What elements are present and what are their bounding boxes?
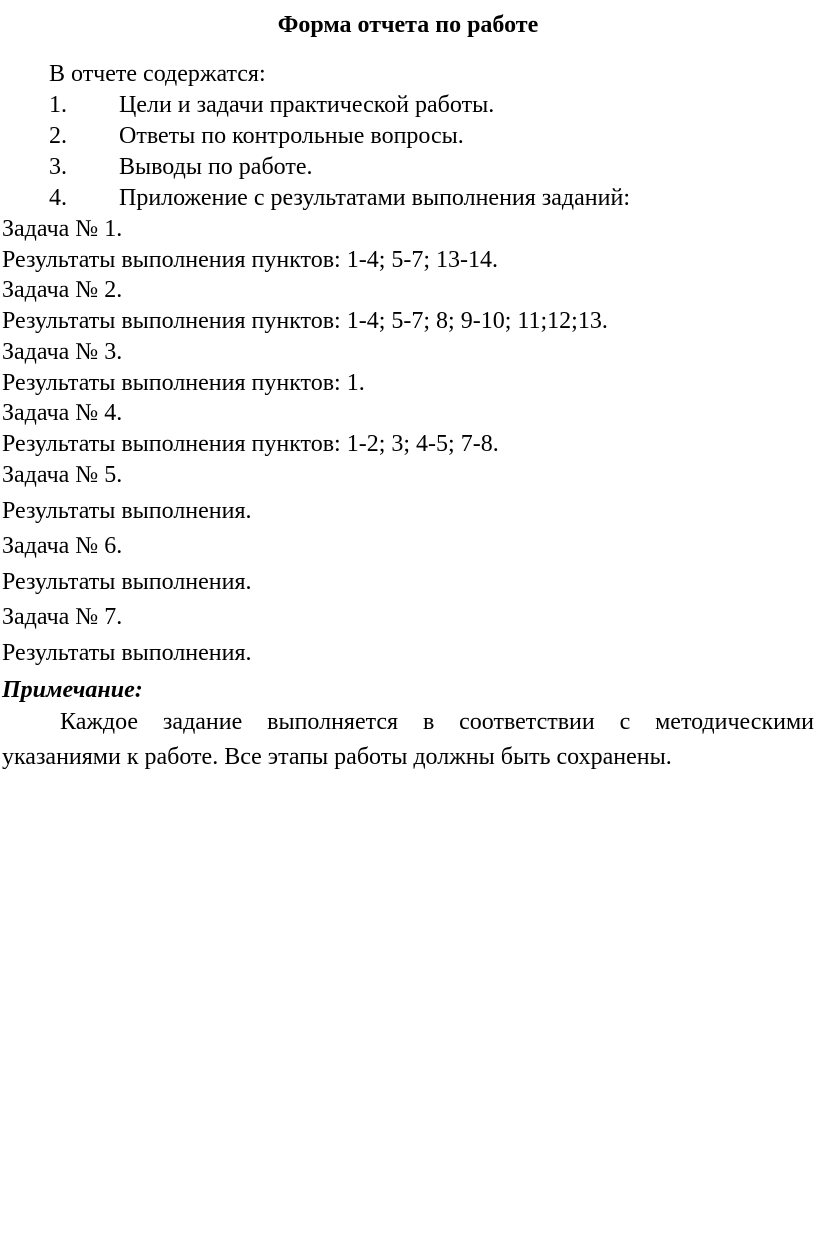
- list-item: [49, 152, 809, 183]
- note-heading: Примечание:: [2, 677, 143, 703]
- list-item-text: Приложение с результатами выполнения заданий:: [119, 185, 630, 211]
- task-result: Результаты выполнения.: [2, 569, 252, 595]
- task-block-2: [2, 275, 814, 337]
- list-item-number: 3.: [49, 154, 67, 180]
- task-block-5: [2, 460, 814, 527]
- list-item: [49, 90, 809, 121]
- task-heading: Задача № 5.: [2, 462, 123, 488]
- intro-text: В отчете содержатся:: [49, 61, 266, 87]
- list-item-number: 2.: [49, 123, 67, 149]
- task-heading: Задача № 2.: [2, 277, 123, 303]
- list-item-text: Цели и задачи практической работы.: [119, 92, 495, 118]
- task-result: Результаты выполнения пунктов: 1-4; 5-7; 13-14.: [2, 247, 499, 273]
- task-block-4: [2, 398, 814, 460]
- list-item-number: 4.: [49, 185, 67, 211]
- list-item-text: Выводы по работе.: [119, 154, 313, 180]
- task-heading: Задача № 1.: [2, 216, 123, 242]
- task-block-7: [2, 602, 814, 669]
- task-heading: Задача № 6.: [2, 533, 123, 559]
- task-result: Результаты выполнения пунктов: 1-2; 3; 4-5; 7-8.: [2, 431, 499, 457]
- task-heading: Задача № 3.: [2, 339, 123, 365]
- page-title: Форма отчета по работе: [277, 12, 539, 38]
- task-block-1: [2, 214, 814, 276]
- list-item-number: 1.: [49, 92, 67, 118]
- contents-list: [49, 90, 809, 214]
- task-block-3: [2, 337, 814, 399]
- task-result: Результаты выполнения.: [2, 640, 252, 666]
- task-result: Результаты выполнения пунктов: 1.: [2, 370, 365, 396]
- list-item: [49, 183, 809, 214]
- note-paragraph: Каждое задание выполняется в соответствии с методическими указаниями к работе. Все этапы работы должны быть сохранены.: [2, 709, 814, 770]
- task-heading: Задача № 7.: [2, 604, 123, 630]
- list-item-text: Ответы по контрольные вопросы.: [119, 123, 464, 149]
- task-result: Результаты выполнения пунктов: 1-4; 5-7; 8; 9-10; 11;12;13.: [2, 308, 608, 334]
- task-heading: Задача № 4.: [2, 400, 123, 426]
- list-item: [49, 121, 809, 152]
- task-result: Результаты выполнения.: [2, 498, 252, 524]
- task-block-6: [2, 531, 814, 598]
